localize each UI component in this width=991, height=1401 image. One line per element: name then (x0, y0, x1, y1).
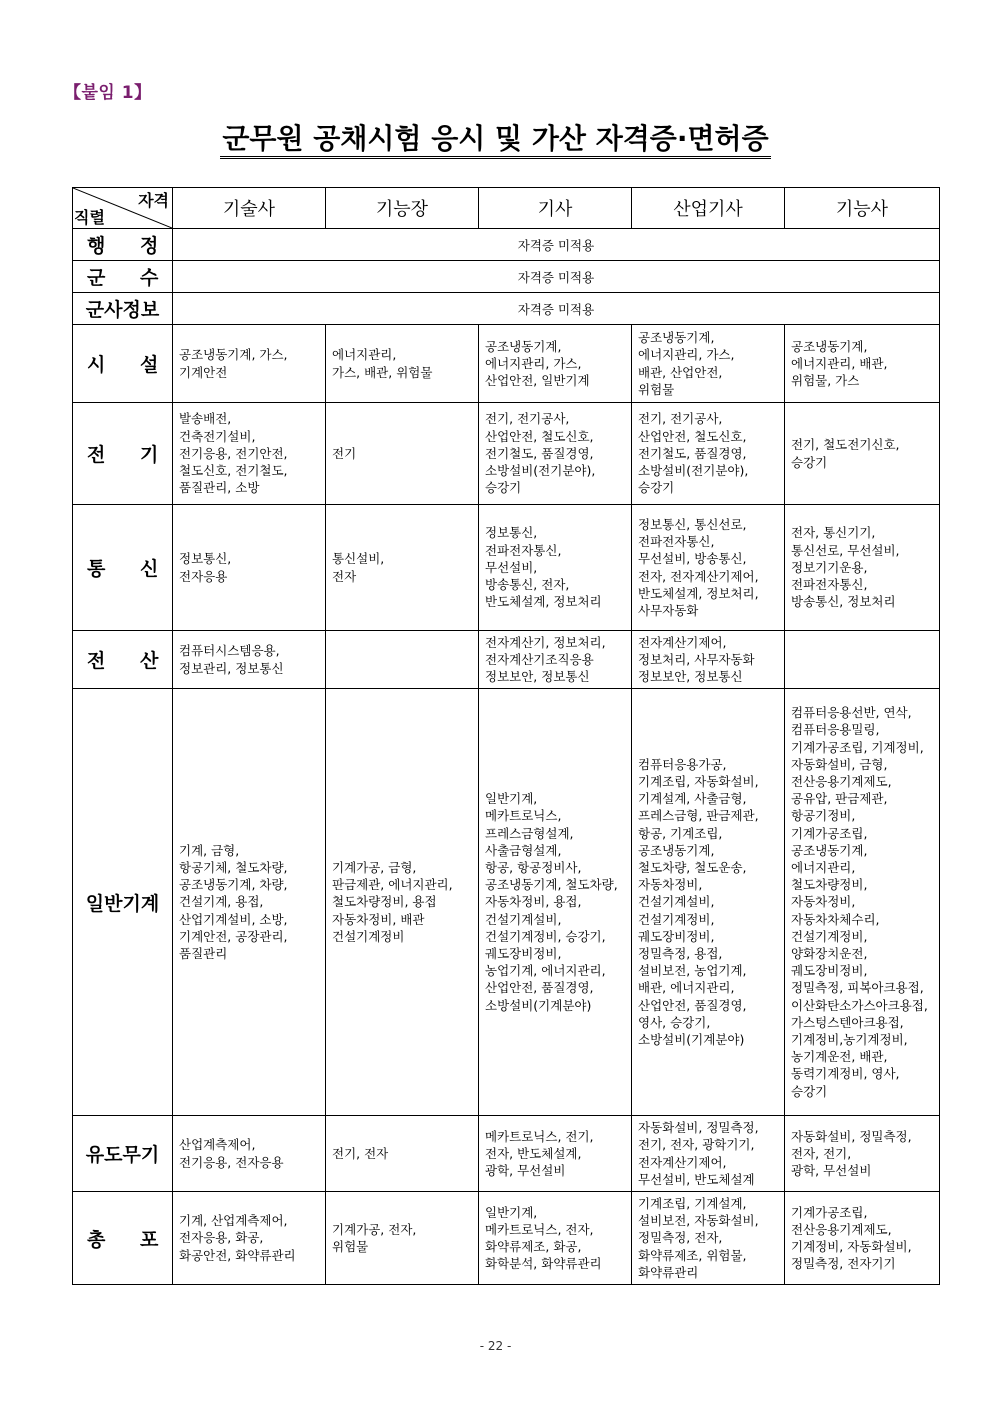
row-header: 일반기계 (73, 689, 173, 1116)
corner-bottom-label: 직렬 (74, 208, 105, 227)
spanning-cell: 자격증 미적용 (173, 229, 940, 261)
table-cell: 자동화설비, 정밀측정, 전기, 전자, 광학기기, 전자계산기제어, 무선설비, 반도체설계 (632, 1116, 785, 1192)
row-header: 시 설 (73, 325, 173, 403)
column-header: 기사 (479, 188, 632, 229)
table-cell: 공조냉동기계, 에너지관리, 가스, 배관, 산업안전, 위험물 (632, 325, 785, 403)
table-cell: 정보통신, 통신선로, 전파전자통신, 무선설비, 방송통신, 전자, 전자계산기제어, 반도체설계, 정보처리, 사무자동화 (632, 505, 785, 631)
table-cell: 자동화설비, 정밀측정, 전자, 전기, 광학, 무선설비 (785, 1116, 940, 1192)
corner-top-label: 자격 (138, 191, 169, 210)
table-cell: 일반기계, 메카트로닉스, 프레스금형설계, 사출금형설계, 항공, 항공정비사, 공조냉동기계, 철도차량, 자동차정비, 용접, 건설기계설비, 건설기계정비, 승강기, 궤도장비정비, 농업기계, 에너지관리, 산업안전, 품질경영, 소방설비(기계분야) (479, 689, 632, 1116)
row-header: 유도무기 (73, 1116, 173, 1192)
column-header: 기능장 (326, 188, 479, 229)
table-cell: 전기 (326, 403, 479, 505)
row-header: 군사정보 (73, 293, 173, 325)
row-header: 전 산 (73, 631, 173, 689)
table-row (73, 325, 940, 403)
table-cell: 산업계측제어, 전기응용, 전자응용 (173, 1116, 326, 1192)
table-cell: 컴퓨터시스템응용, 정보관리, 정보통신 (173, 631, 326, 689)
table-cell: 전기, 철도전기신호, 승강기 (785, 403, 940, 505)
table-cell (326, 631, 479, 689)
table-cell: 전기, 전자 (326, 1116, 479, 1192)
table-cell: 공조냉동기계, 에너지관리, 가스, 산업안전, 일반기계 (479, 325, 632, 403)
table-row (73, 1192, 940, 1285)
row-header: 통 신 (73, 505, 173, 631)
table-cell: 전자, 통신기기, 통신선로, 무선설비, 정보기기운용, 전파전자통신, 방송통신, 정보처리 (785, 505, 940, 631)
table-row (73, 403, 940, 505)
table-cell: 메카트로닉스, 전기, 전자, 반도체설계, 광학, 무선설비 (479, 1116, 632, 1192)
table-cell: 에너지관리, 가스, 배관, 위험물 (326, 325, 479, 403)
qualification-table (72, 187, 940, 1285)
table-cell: 기계조립, 기계설계, 설비보전, 자동화설비, 정밀측정, 전자, 화약류제조, 위험물, 화약류관리 (632, 1192, 785, 1285)
table-row (73, 229, 940, 261)
table-row (73, 261, 940, 293)
spanning-cell: 자격증 미적용 (173, 261, 940, 293)
column-header: 산업기사 (632, 188, 785, 229)
table-cell: 전기, 전기공사, 산업안전, 철도신호, 전기철도, 품질경영, 소방설비(전기분야), 승강기 (479, 403, 632, 505)
row-header: 전 기 (73, 403, 173, 505)
column-header: 기술사 (173, 188, 326, 229)
table-cell: 전자계산기제어, 정보처리, 사무자동화 정보보안, 정보통신 (632, 631, 785, 689)
table-cell: 정보통신, 전파전자통신, 무선설비, 방송통신, 전자, 반도체설계, 정보처리 (479, 505, 632, 631)
table-cell: 통신설비, 전자 (326, 505, 479, 631)
table-row (73, 631, 940, 689)
spanning-cell: 자격증 미적용 (173, 293, 940, 325)
table-cell: 전기, 전기공사, 산업안전, 철도신호, 전기철도, 품질경영, 소방설비(전기분야), 승강기 (632, 403, 785, 505)
table-row (73, 1116, 940, 1192)
row-header: 총 포 (73, 1192, 173, 1285)
document-title-text: 군무원 공채시험 응시 및 가산 자격증·면허증 (220, 122, 770, 159)
table-cell: 정보통신, 전자응용 (173, 505, 326, 631)
table-cell: 기계가공, 전자, 위험물 (326, 1192, 479, 1285)
page-number: - 22 - (479, 1339, 512, 1353)
header-row (73, 188, 940, 229)
attachment-label: 【붙임 1】 (64, 83, 152, 103)
table-cell: 일반기계, 메카트로닉스, 전자, 화약류제조, 화공, 화학분석, 화약류관리 (479, 1192, 632, 1285)
table-cell: 컴퓨터응용가공, 기계조립, 자동화설비, 기계설계, 사출금형, 프레스금형, 판금제관, 항공, 기계조립, 공조냉동기계, 철도차량, 철도운송, 자동차정비, 건설기계설비, 건설기계정비, 궤도장비정비, 정밀측정, 용접, 설비보전, 농업기계, 배관, 에너지관리, 산업안전, 품질경영, 영사, 승강기, 소방설비(기계분야) (632, 689, 785, 1116)
table-cell: 발송배전, 건축전기설비, 전기응용, 전기안전, 철도신호, 전기철도, 품질관리, 소방 (173, 403, 326, 505)
table-row (73, 505, 940, 631)
table-cell: 공조냉동기계, 가스, 기계안전 (173, 325, 326, 403)
column-header: 기능사 (785, 188, 940, 229)
corner-cell (73, 188, 173, 229)
table-cell: 전자계산기, 정보처리, 전자계산기조직응용 정보보안, 정보통신 (479, 631, 632, 689)
table-cell: 기계가공조립, 전산응용기계제도, 기계정비, 자동화설비, 정밀측정, 전자기기 (785, 1192, 940, 1285)
table-row (73, 293, 940, 325)
table-cell (785, 631, 940, 689)
row-header: 행 정 (73, 229, 173, 261)
table-cell: 기계가공, 금형, 판금제관, 에너지관리, 철도차량정비, 용접 자동차정비, 배관 건설기계정비 (326, 689, 479, 1116)
table-cell: 컴퓨터응용선반, 연삭, 컴퓨터응용밀링, 기계가공조립, 기계정비, 자동화설비, 금형, 전산응용기계제도, 공유압, 판금제관, 항공기정비, 기계가공조립, 공조냉동기계, 에너지관리, 철도차량정비, 자동차정비, 자동차차체수리, 건설기계정비, 양화장치운전, 궤도장비정비, 정밀측정, 피복아크용접, 이산화탄소가스아크용접, 가스텅스텐아크용접, 기계정비,농기계정비, 농기계운전, 배관, 동력기계정비, 영사, 승강기 (785, 689, 940, 1116)
table-cell: 공조냉동기계, 에너지관리, 배관, 위험물, 가스 (785, 325, 940, 403)
document-title (0, 117, 991, 157)
table-cell: 기계, 금형, 항공기체, 철도차량, 공조냉동기계, 차량, 건설기계, 용접, 산업기계설비, 소방, 기계안전, 공장관리, 품질관리 (173, 689, 326, 1116)
row-header: 군 수 (73, 261, 173, 293)
table-row (73, 689, 940, 1116)
table-cell: 기계, 산업계측제어, 전자응용, 화공, 화공안전, 화약류관리 (173, 1192, 326, 1285)
